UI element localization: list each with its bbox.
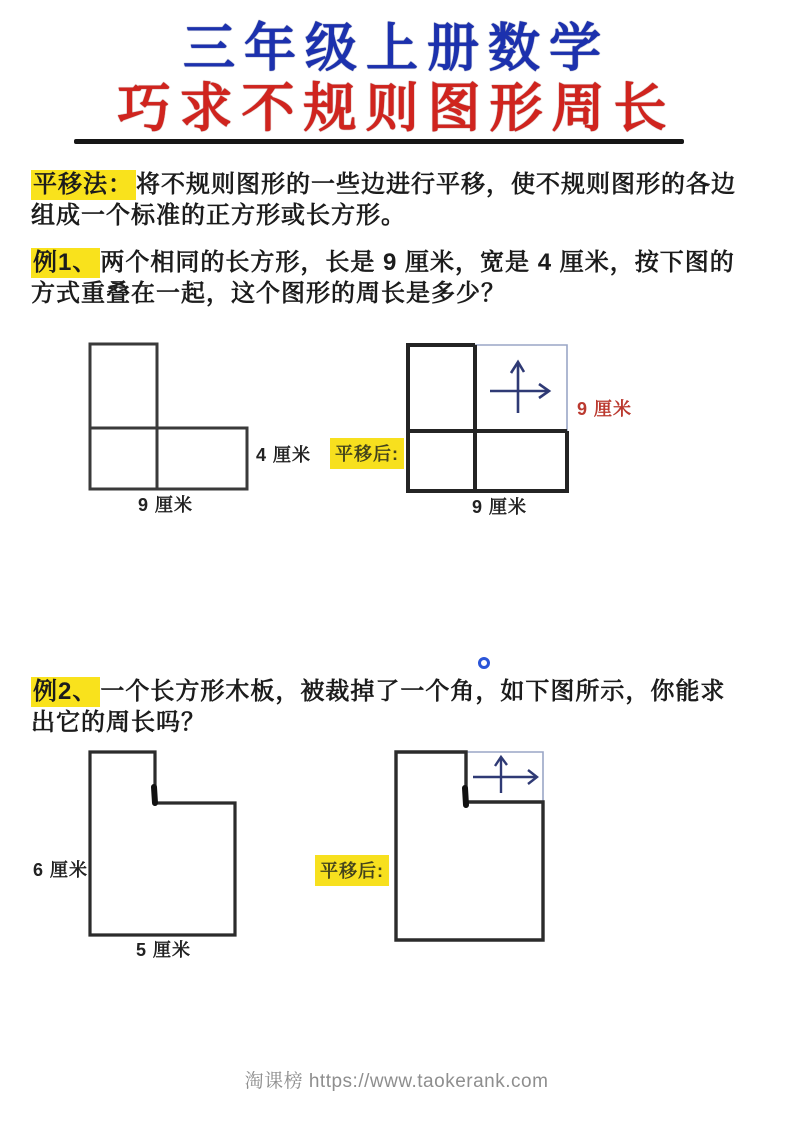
ex1-before-width-label: 9 厘米 — [138, 495, 194, 515]
ex2-translate-label: 平移后: — [315, 855, 389, 886]
pen-mark — [154, 787, 155, 803]
horizontal-rectangle — [90, 428, 247, 489]
figure-ex1-after — [406, 343, 572, 496]
translated-edges — [475, 345, 567, 431]
example1-text-line2: 方式重叠在一起，这个图形的周长是多少？ — [31, 280, 506, 307]
method-paragraph — [31, 169, 755, 231]
figure-ex1-before — [88, 342, 253, 494]
square-outline — [406, 343, 569, 493]
footer-text: 淘课榜 https://www.taokerank.com — [244, 1071, 549, 1092]
method-label: 平移法： — [31, 170, 136, 200]
example1-label: 例1、 — [31, 248, 100, 278]
ex1-before-height-label: 4 厘米 — [256, 445, 312, 465]
ex2-before-bottom-label: 5 厘米 — [136, 940, 192, 960]
title-underline — [74, 139, 684, 144]
annotation-dot — [478, 657, 490, 669]
ex1-after-bottom-label: 9 厘米 — [472, 497, 528, 517]
ex2-before-left-label: 6 厘米 — [33, 860, 89, 880]
example2-label: 例2、 — [31, 677, 100, 707]
figure-ex2-before — [86, 749, 241, 941]
ex1-translate-label: 平移后: — [330, 438, 404, 469]
figure-ex2-after — [392, 749, 552, 945]
example1-text-line1: 两个相同的长方形，长是 9 厘米，宽是 4 厘米，按下图的 — [100, 249, 735, 276]
example2-text-line1: 一个长方形木板，被裁掉了一个角，如下图所示，你能求 — [100, 678, 726, 705]
pen-mark — [465, 788, 466, 805]
page-title-line1: 三年级上册数学 — [182, 20, 610, 78]
notched-rectangle — [90, 752, 235, 935]
translate-arrows-icon — [473, 757, 537, 793]
example2-text-line2: 出它的周长吗？ — [31, 709, 206, 736]
page-title-line2: 巧求不规则图形周长 — [117, 79, 676, 138]
example2-paragraph — [31, 676, 755, 738]
notched-rectangle — [396, 752, 543, 940]
ex1-after-side-label: 9 厘米 — [577, 399, 633, 419]
vertical-rectangle — [90, 344, 157, 489]
translate-arrows-icon — [490, 362, 549, 413]
method-text-line1: 将不规则图形的一些边进行平移，使不规则图形的各边 — [136, 171, 736, 198]
example1-paragraph — [31, 247, 755, 309]
method-text-line2: 组成一个标准的正方形或长方形。 — [31, 202, 406, 229]
